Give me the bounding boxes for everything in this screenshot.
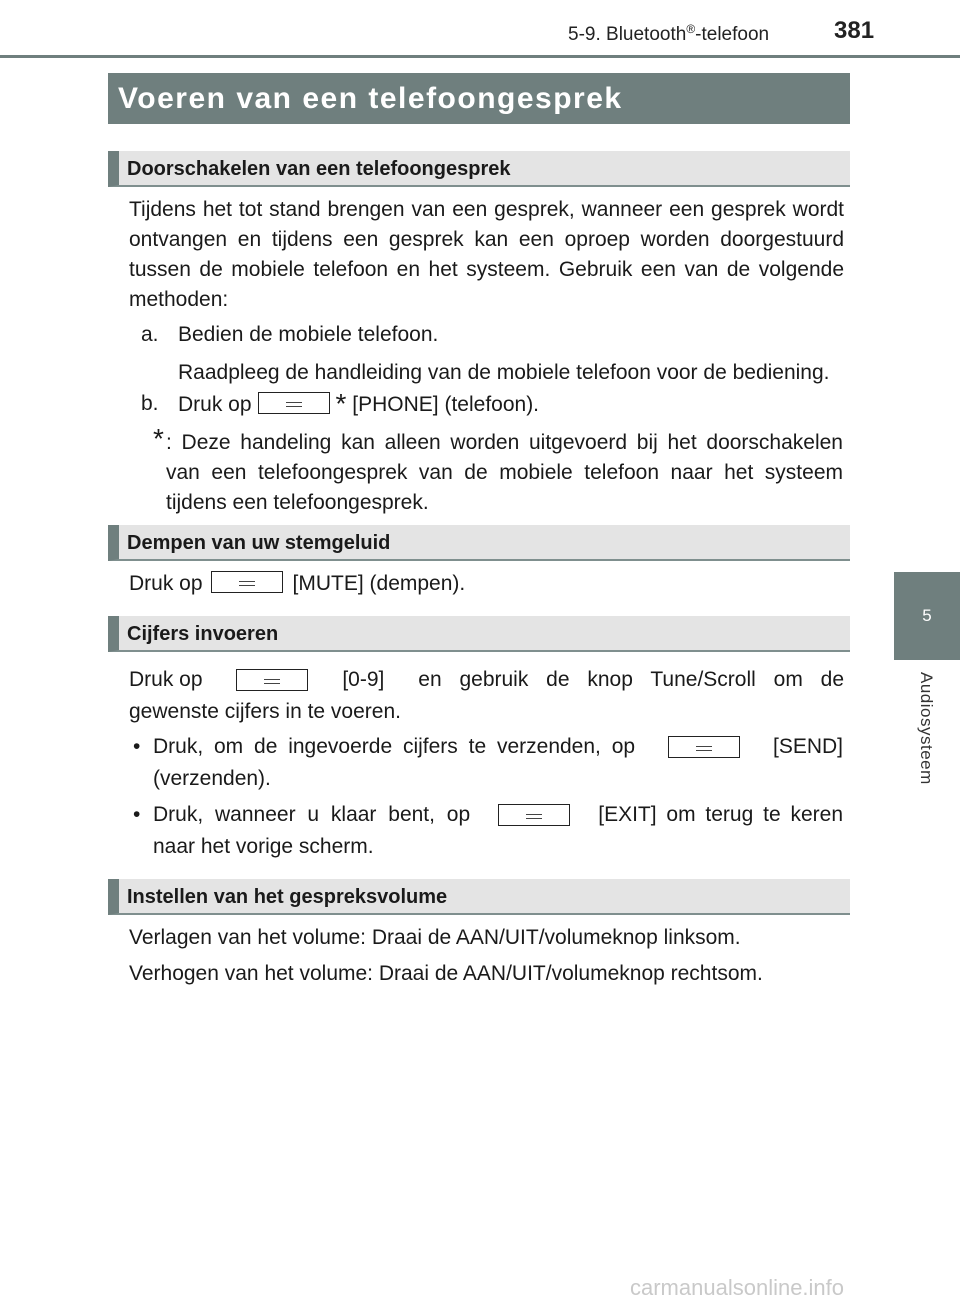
chapter-tab: 5 (894, 572, 960, 660)
exit-pre: Druk, wanneer u klaar bent, op (153, 803, 471, 826)
heading-digits: Cijfers invoeren (108, 616, 850, 652)
footnote-text: : Deze handeling kan alleen worden uitgevoerd bij het doorschakelen van een telefoongesprek van de mobiele telefoon naar het systeem tijdens een telefoongesprek. (166, 431, 843, 514)
bullet-send: • (133, 735, 141, 758)
chapter-label: Audiosysteem (917, 672, 936, 785)
digits-line1 (129, 665, 844, 695)
exit-post: [EXIT] om terug te keren (598, 803, 843, 826)
exit-button-icon (498, 804, 570, 826)
send-line1 (153, 732, 843, 762)
forwarding-intro: Tijdens het tot stand brengen van een gesprek, wanneer een gesprek wordt ontvangen en tijdens een gesprek kan een oproep worden doorgestuurd tussen de mobiele telefoon en het systeem. Gebruik een van de volgende methoden: (129, 198, 844, 311)
option-a-marker: a. (141, 323, 159, 346)
volume-down: Verlagen van het volume: Draai de AAN/UIT/volumeknop linksom. (129, 926, 741, 949)
footnote-marker: * (153, 423, 164, 454)
mute-post: [MUTE] (dempen). (292, 572, 466, 595)
mute-line (129, 569, 844, 599)
registered-mark: ® (686, 22, 696, 36)
mute-pre: Druk op (129, 572, 203, 595)
option-b-line (178, 389, 539, 420)
send-button-icon (668, 736, 740, 758)
heading-volume: Instellen van het gespreksvolume (108, 879, 850, 915)
digits-pre: Druk op (129, 668, 203, 691)
section-suffix: -telefoon (695, 24, 770, 45)
phone-button-icon (258, 392, 330, 414)
digits-line2: gewenste cijfers in te voeren. (129, 700, 401, 723)
exit-line1 (153, 800, 843, 830)
page-title: Voeren van een telefoongesprek (108, 73, 850, 124)
option-a-note: Raadpleeg de handleiding van de mobiele telefoon voor de bediening. (178, 361, 830, 384)
bullet-exit: • (133, 803, 141, 826)
section-title (568, 22, 769, 46)
volume-up: Verhogen van het volume: Draai de AAN/UIT/volumeknop rechtsom. (129, 962, 763, 985)
digits-post: en gebruik de knop Tune/Scroll om de (418, 668, 844, 691)
send-line2: (verzenden). (153, 767, 271, 790)
exit-line2: naar het vorige scherm. (153, 835, 374, 858)
heading-mute: Dempen van uw stemgeluid (108, 525, 850, 561)
digits-button-icon (236, 669, 308, 691)
section-prefix: 5-9. Bluetooth (568, 24, 687, 45)
mute-button-icon (211, 571, 283, 593)
footnote-star: * (335, 388, 347, 419)
heading-forwarding: Doorschakelen van een telefoongesprek (108, 151, 850, 187)
digits-range: [0-9] (342, 668, 385, 691)
option-b-post: [PHONE] (telefoon). (352, 393, 540, 416)
option-b-pre: Druk op (178, 393, 252, 416)
send-post: [SEND] (772, 735, 843, 758)
page-number: 381 (834, 17, 875, 44)
send-pre: Druk, om de ingevoerde cijfers te verzenden, op (153, 735, 636, 758)
option-b-marker: b. (141, 392, 159, 415)
footer-watermark: carmanualsonline.info (630, 1275, 845, 1300)
header-rule (0, 55, 960, 58)
option-a-text: Bedien de mobiele telefoon. (178, 323, 439, 346)
